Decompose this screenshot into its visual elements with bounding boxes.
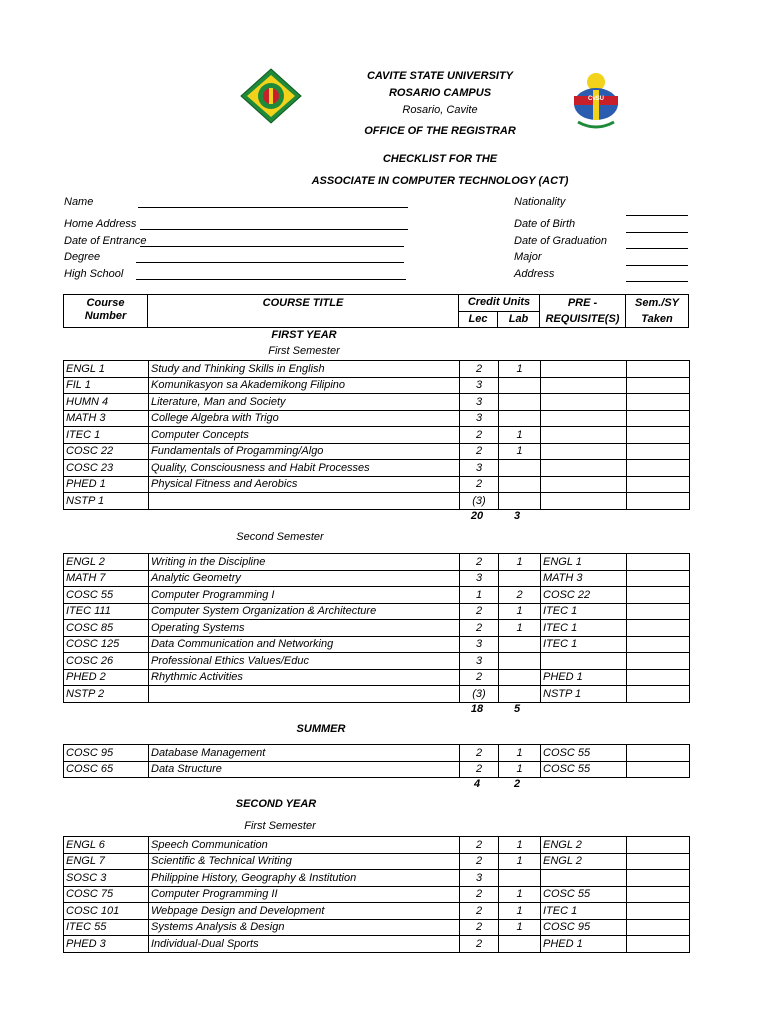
lab-cell: 1 (499, 361, 541, 378)
prereq-cell (541, 870, 627, 887)
sem-taken-cell[interactable] (627, 903, 690, 920)
section-second-semester: Second Semester (236, 531, 324, 543)
course-number-cell: FIL 1 (64, 377, 149, 394)
lec-cell: 2 (460, 853, 499, 870)
table-row (64, 394, 690, 411)
sem-taken-cell[interactable] (627, 919, 690, 936)
prereq-cell: PHED 1 (541, 936, 627, 953)
lec-cell: 2 (460, 936, 499, 953)
course-title-cell: Professional Ethics Values/Educ (149, 653, 460, 670)
lab-cell: 1 (499, 853, 541, 870)
table-row (64, 361, 690, 378)
y1s1-total-lab: 3 (513, 510, 521, 522)
table-row (64, 636, 690, 653)
lab-cell: 1 (499, 919, 541, 936)
lab-cell (499, 460, 541, 477)
lab-cell: 1 (499, 443, 541, 460)
field-date-birth-line[interactable] (626, 232, 688, 233)
sem-taken-cell[interactable] (627, 460, 690, 477)
sem-taken-cell[interactable] (627, 853, 690, 870)
course-number-cell: PHED 3 (64, 936, 149, 953)
lec-cell: 2 (460, 761, 499, 778)
table-row (64, 653, 690, 670)
course-number-cell: COSC 125 (64, 636, 149, 653)
prereq-cell: MATH 3 (541, 570, 627, 587)
course-title-cell (149, 493, 460, 510)
lec-cell: 2 (460, 476, 499, 493)
lab-cell: 1 (499, 886, 541, 903)
sem-taken-cell[interactable] (627, 377, 690, 394)
course-title-cell: Data Communication and Networking (149, 636, 460, 653)
table-row (64, 460, 690, 477)
prereq-cell (541, 361, 627, 378)
table-row (64, 443, 690, 460)
course-number-cell: ENGL 2 (64, 554, 149, 571)
prereq-cell: ITEC 1 (541, 636, 627, 653)
course-number-cell: HUMN 4 (64, 394, 149, 411)
university-name: CAVITE STATE UNIVERSITY (366, 70, 514, 82)
section-first-semester: First Semester (268, 345, 340, 357)
lec-cell: 3 (460, 570, 499, 587)
y1s1-total-lec: 20 (470, 510, 484, 522)
prereq-cell (541, 410, 627, 427)
course-number-cell: SOSC 3 (64, 870, 149, 887)
lec-cell: 2 (460, 903, 499, 920)
course-title-cell: Writing in the Discipline (149, 554, 460, 571)
summer-total-lec: 4 (473, 778, 481, 790)
table-row (64, 686, 690, 703)
table-row (64, 377, 690, 394)
field-high-school-label: High School (64, 268, 124, 280)
sem-taken-cell[interactable] (627, 570, 690, 587)
lec-cell: 3 (460, 636, 499, 653)
lab-cell (499, 936, 541, 953)
course-number-cell: COSC 65 (64, 761, 149, 778)
lec-cell: 2 (460, 603, 499, 620)
course-title-cell: Quality, Consciousness and Habit Processes (149, 460, 460, 477)
prereq-cell (541, 476, 627, 493)
lec-cell: 2 (460, 669, 499, 686)
prereq-cell (541, 377, 627, 394)
lab-cell: 1 (499, 427, 541, 444)
course-number-cell: NSTP 2 (64, 686, 149, 703)
lec-cell: 2 (460, 837, 499, 854)
prereq-cell: ENGL 2 (541, 837, 627, 854)
course-number-cell: ENGL 7 (64, 853, 149, 870)
header-sem-line2: Taken (641, 313, 673, 325)
course-number-cell: ENGL 1 (64, 361, 149, 378)
course-title-cell: Komunikasyon sa Akademikong Filipino (149, 377, 460, 394)
table-row (64, 410, 690, 427)
table-row (64, 570, 690, 587)
table-row (64, 870, 690, 887)
sem-taken-cell[interactable] (627, 837, 690, 854)
table-y1s1 (63, 360, 690, 510)
header-lab: Lab (497, 311, 540, 328)
lec-cell: 3 (460, 870, 499, 887)
lec-cell: 2 (460, 361, 499, 378)
sem-taken-cell[interactable] (627, 427, 690, 444)
lec-cell: 2 (460, 443, 499, 460)
course-title-cell: Computer System Organization & Architecture (149, 603, 460, 620)
field-name-line[interactable] (138, 207, 408, 208)
lab-cell (499, 669, 541, 686)
prereq-cell: COSC 22 (541, 587, 627, 604)
sem-taken-cell[interactable] (627, 653, 690, 670)
campus-location: Rosario, Cavite (402, 104, 478, 116)
program-title: ASSOCIATE IN COMPUTER TECHNOLOGY (ACT) (311, 175, 569, 187)
sem-taken-cell[interactable] (627, 493, 690, 510)
table-row (64, 554, 690, 571)
prereq-cell: NSTP 1 (541, 686, 627, 703)
header-prereq-line2: REQUISITE(S) (545, 313, 620, 325)
summer-total-lab: 2 (513, 778, 521, 790)
table-row (64, 745, 690, 762)
lab-cell: 1 (499, 554, 541, 571)
lab-cell (499, 410, 541, 427)
section-summer: SUMMER (296, 723, 346, 735)
lec-cell: 3 (460, 460, 499, 477)
office-name: OFFICE OF THE REGISTRAR (364, 125, 516, 137)
prereq-cell: COSC 55 (541, 745, 627, 762)
lab-cell (499, 686, 541, 703)
lec-cell: 2 (460, 919, 499, 936)
course-title-cell: Literature, Man and Society (149, 394, 460, 411)
course-title-cell: Analytic Geometry (149, 570, 460, 587)
header-course-title (147, 294, 459, 328)
course-title-cell: Speech Communication (149, 837, 460, 854)
prereq-cell: ITEC 1 (541, 603, 627, 620)
sem-taken-cell[interactable] (627, 936, 690, 953)
lab-cell: 1 (499, 761, 541, 778)
prereq-cell: COSC 55 (541, 761, 627, 778)
course-number-cell: COSC 55 (64, 587, 149, 604)
course-number-cell: COSC 95 (64, 745, 149, 762)
field-major-line[interactable] (626, 265, 688, 266)
lab-cell (499, 377, 541, 394)
table-row (64, 669, 690, 686)
header-course-number (63, 294, 148, 328)
prereq-cell (541, 653, 627, 670)
field-major-label: Major (514, 251, 542, 263)
prereq-cell: ITEC 1 (541, 903, 627, 920)
lec-cell: 3 (460, 653, 499, 670)
table-row (64, 853, 690, 870)
sem-taken-cell[interactable] (627, 587, 690, 604)
sem-taken-cell[interactable] (627, 761, 690, 778)
header-credit-units: Credit Units (458, 294, 540, 312)
lec-cell: 2 (460, 554, 499, 571)
header-sem-taken (625, 294, 689, 328)
y1s2-total-lab: 5 (513, 703, 521, 715)
sem-taken-cell[interactable] (627, 620, 690, 637)
course-title-cell: Computer Programming I (149, 587, 460, 604)
lec-cell: 3 (460, 377, 499, 394)
lec-cell: 2 (460, 427, 499, 444)
section-y2-first-semester: First Semester (244, 820, 316, 832)
field-degree-line[interactable] (136, 262, 404, 263)
prereq-cell (541, 394, 627, 411)
lec-cell: 3 (460, 410, 499, 427)
course-number-cell: COSC 101 (64, 903, 149, 920)
course-number-cell: ITEC 111 (64, 603, 149, 620)
lec-cell: (3) (460, 686, 499, 703)
course-title-cell: College Algebra with Trigo (149, 410, 460, 427)
table-row (64, 427, 690, 444)
course-title-cell: Philippine History, Geography & Institution (149, 870, 460, 887)
sem-taken-cell[interactable] (627, 554, 690, 571)
course-title-cell: Operating Systems (149, 620, 460, 637)
lab-cell: 1 (499, 837, 541, 854)
lec-cell: 3 (460, 394, 499, 411)
course-number-cell: MATH 3 (64, 410, 149, 427)
table-row (64, 476, 690, 493)
table-row (64, 886, 690, 903)
lec-cell: (3) (460, 493, 499, 510)
table-y1s2 (63, 553, 690, 703)
sem-taken-cell[interactable] (627, 603, 690, 620)
sem-taken-cell[interactable] (627, 870, 690, 887)
field-high-school-line[interactable] (136, 279, 406, 280)
field-nationality-label: Nationality (514, 196, 566, 208)
lec-cell: 2 (460, 745, 499, 762)
sem-taken-cell[interactable] (627, 394, 690, 411)
prereq-cell: PHED 1 (541, 669, 627, 686)
header-sem-line1: Sem./SY (634, 297, 680, 309)
course-number-cell: COSC 22 (64, 443, 149, 460)
course-number-cell: ITEC 55 (64, 919, 149, 936)
lab-cell: 1 (499, 620, 541, 637)
sem-taken-cell[interactable] (627, 476, 690, 493)
lab-cell: 1 (499, 745, 541, 762)
course-number-cell: ENGL 6 (64, 837, 149, 854)
sem-taken-cell[interactable] (627, 410, 690, 427)
sem-taken-cell[interactable] (627, 443, 690, 460)
lab-cell (499, 476, 541, 493)
course-number-cell: COSC 85 (64, 620, 149, 637)
lec-cell: 2 (460, 886, 499, 903)
header-course-title-text: COURSE TITLE (262, 297, 344, 309)
sem-taken-cell[interactable] (627, 886, 690, 903)
table-row (64, 493, 690, 510)
header-course-number-line2: Number (84, 310, 127, 322)
header-lec: Lec (458, 311, 498, 328)
lab-cell (499, 636, 541, 653)
prereq-cell (541, 443, 627, 460)
sem-taken-cell[interactable] (627, 745, 690, 762)
field-name-label: Name (64, 196, 94, 208)
field-date-entrance-label: Date of Entrance (64, 235, 147, 247)
table-row (64, 620, 690, 637)
sem-taken-cell[interactable] (627, 361, 690, 378)
course-number-cell: ITEC 1 (64, 427, 149, 444)
table-row (64, 587, 690, 604)
prereq-cell: COSC 55 (541, 886, 627, 903)
y1s2-total-lec: 18 (470, 703, 484, 715)
course-title-cell: Systems Analysis & Design (149, 919, 460, 936)
course-title-cell: Rhythmic Activities (149, 669, 460, 686)
course-title-cell: Computer Programming II (149, 886, 460, 903)
prereq-cell: COSC 95 (541, 919, 627, 936)
lec-cell: 2 (460, 620, 499, 637)
field-date-entrance-line[interactable] (140, 246, 404, 247)
field-date-graduation-label: Date of Graduation (514, 235, 607, 247)
table-summer (63, 744, 690, 778)
course-number-cell: COSC 23 (64, 460, 149, 477)
sem-taken-cell[interactable] (627, 669, 690, 686)
seal-text: CvSU (587, 96, 604, 102)
course-title-cell: Physical Fitness and Aerobics (149, 476, 460, 493)
course-number-cell: MATH 7 (64, 570, 149, 587)
field-address-label: Address (514, 268, 555, 280)
prereq-cell (541, 493, 627, 510)
course-title-cell: Study and Thinking Skills in English (149, 361, 460, 378)
course-title-cell: Data Structure (149, 761, 460, 778)
lab-cell: 2 (499, 587, 541, 604)
header-prereq (539, 294, 626, 328)
course-title-cell: Fundamentals of Progamming/Algo (149, 443, 460, 460)
prereq-cell: ENGL 1 (541, 554, 627, 571)
table-row (64, 919, 690, 936)
prereq-cell (541, 427, 627, 444)
course-title-cell: Computer Concepts (149, 427, 460, 444)
table-row (64, 761, 690, 778)
field-home-address-label: Home Address (64, 218, 137, 230)
table-row (64, 903, 690, 920)
course-number-cell: COSC 26 (64, 653, 149, 670)
table-row (64, 936, 690, 953)
lab-cell (499, 870, 541, 887)
course-title-cell (149, 686, 460, 703)
table-row (64, 603, 690, 620)
header-prereq-line1: PRE - (567, 297, 598, 309)
field-date-birth-label: Date of Birth (514, 218, 576, 230)
prereq-cell: ITEC 1 (541, 620, 627, 637)
lab-cell (499, 570, 541, 587)
section-first-year: FIRST YEAR (271, 329, 337, 341)
course-number-cell: PHED 1 (64, 476, 149, 493)
field-degree-label: Degree (64, 251, 101, 263)
lab-cell: 1 (499, 903, 541, 920)
course-title-cell: Scientific & Technical Writing (149, 853, 460, 870)
course-number-cell: COSC 75 (64, 886, 149, 903)
course-title-cell: Individual-Dual Sports (149, 936, 460, 953)
lab-cell: 1 (499, 603, 541, 620)
sem-taken-cell[interactable] (627, 636, 690, 653)
field-date-graduation-line[interactable] (626, 248, 688, 249)
lab-cell (499, 653, 541, 670)
field-nationality-line[interactable] (626, 215, 688, 216)
section-second-year: SECOND YEAR (235, 798, 317, 810)
course-title-cell: Database Management (149, 745, 460, 762)
lab-cell (499, 493, 541, 510)
lab-cell (499, 394, 541, 411)
header-course-number-line1: Course (86, 297, 125, 309)
course-title-cell: Webpage Design and Development (149, 903, 460, 920)
lec-cell: 1 (460, 587, 499, 604)
sem-taken-cell[interactable] (627, 686, 690, 703)
checklist-title: CHECKLIST FOR THE (382, 153, 498, 165)
prereq-cell (541, 460, 627, 477)
cvsu-logo (240, 68, 302, 124)
course-number-cell: PHED 2 (64, 669, 149, 686)
prereq-cell: ENGL 2 (541, 853, 627, 870)
table-row (64, 837, 690, 854)
campus-name: ROSARIO CAMPUS (388, 87, 492, 99)
field-home-address-line[interactable] (140, 229, 408, 230)
course-number-cell: NSTP 1 (64, 493, 149, 510)
field-address-line[interactable] (626, 281, 688, 282)
table-y2s1 (63, 836, 690, 953)
